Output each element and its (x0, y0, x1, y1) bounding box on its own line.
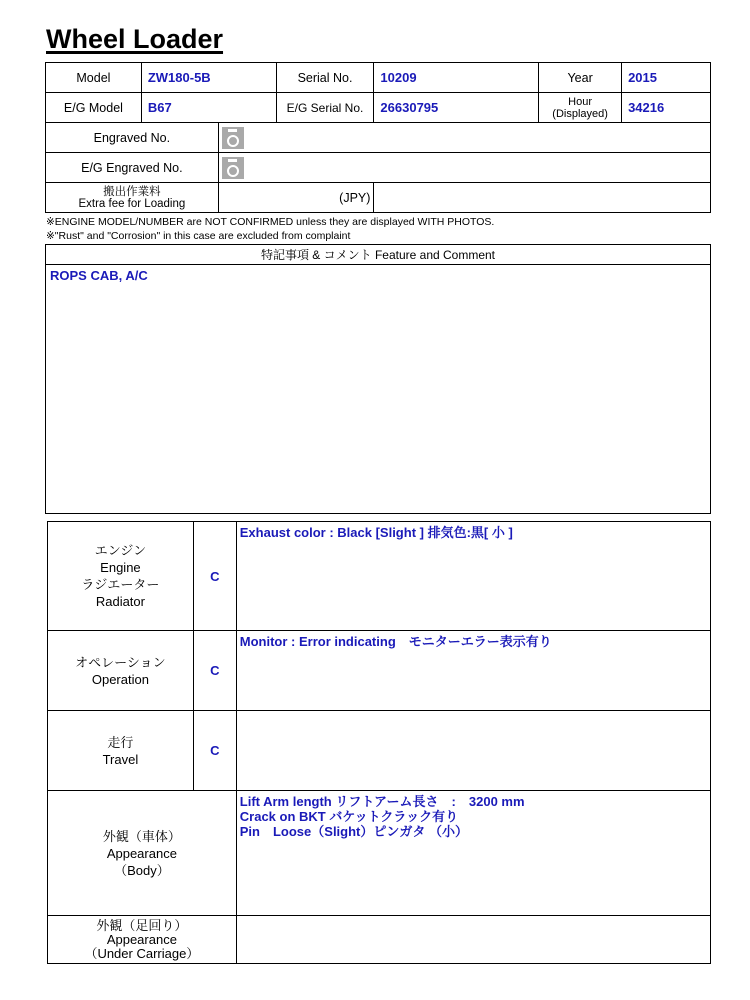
comment-line: Lift Arm length リフトアーム長さ : 3200 mm (239, 794, 525, 809)
note-engine: ※ENGINE MODEL/NUMBER are NOT CONFIRMED unless they are displayed WITH PHOTOS. (46, 216, 495, 228)
comment-travel (236, 711, 710, 791)
category-appearance-body (48, 791, 237, 916)
hour-label-line1: Hour (568, 95, 593, 108)
inspection-row-travel (48, 711, 711, 791)
category-engine (48, 522, 194, 631)
hour-value: 34216 (622, 93, 711, 123)
category-en: Engine (100, 560, 141, 575)
loading-fee-label (46, 183, 219, 213)
feature-text: ROPS CAB, A/C (46, 265, 711, 514)
engraved-value (218, 123, 710, 153)
inspection-table (47, 521, 711, 964)
inspection-row-engine (48, 522, 711, 631)
category-en: Appearance (106, 931, 177, 947)
model-value: ZW180-5B (141, 63, 276, 93)
eg-serial-label: E/G Serial No. (276, 93, 374, 123)
serial-value: 10209 (374, 63, 539, 93)
category-en: Operation (91, 671, 149, 687)
loading-fee-value (374, 183, 711, 213)
category-appearance-undercarriage (48, 916, 237, 964)
camera-icon[interactable] (222, 127, 244, 149)
category-en-2: （Body） (114, 862, 170, 878)
model-label: Model (46, 63, 142, 93)
category-en-2: （Under Carriage） (84, 945, 200, 961)
grade-engine: C (193, 522, 236, 631)
comment-operation (236, 631, 710, 711)
serial-label: Serial No. (276, 63, 374, 93)
category-jp: オペレーション (75, 654, 166, 670)
page-title: Wheel Loader (46, 24, 224, 54)
spec-table (45, 62, 711, 213)
loading-fee-label-en: Extra fee for Loading (78, 197, 186, 210)
comment-appearance-body (236, 791, 710, 916)
engraved-label: Engraved No. (46, 123, 219, 153)
feature-table (45, 244, 711, 514)
comment-line: Monitor : Error indicating モニターエラー表示有り (239, 634, 552, 649)
hour-label (539, 93, 622, 123)
year-value: 2015 (622, 63, 711, 93)
category-jp: 外観（足回り） (96, 917, 188, 933)
feature-title: 特記事項 & コメント Feature and Comment (46, 245, 711, 265)
comment-engine (236, 522, 710, 631)
category-travel (48, 711, 194, 791)
inspection-row-appearance-body (48, 791, 711, 916)
eg-serial-value: 26630795 (374, 93, 539, 123)
grade-operation: C (193, 631, 236, 711)
eg-model-value: B67 (141, 93, 276, 123)
category-jp: 外観（車体） (102, 828, 181, 844)
category-jp-2: ラジエーター (81, 577, 160, 592)
comment-line: Crack on BKT バケットクラック有り (239, 809, 459, 824)
eg-engraved-label: E/G Engraved No. (46, 153, 219, 183)
category-en: Appearance (106, 845, 177, 861)
grade-travel: C (193, 711, 236, 791)
category-en: Travel (102, 751, 139, 767)
year-label: Year (539, 63, 622, 93)
eg-model-label: E/G Model (46, 93, 142, 123)
comment-appearance-undercarriage (236, 916, 710, 964)
inspection-row-operation (48, 631, 711, 711)
inspection-row-appearance-undercarriage (48, 916, 711, 964)
comment-line: Exhaust color : Black [Slight ] 排気色:黒[ 小 ] (239, 525, 513, 540)
note-rust: ※"Rust" and "Corrosion" in this case are excluded from complaint (46, 230, 351, 242)
loading-fee-label-jp: 搬出作業料 (103, 185, 161, 198)
eg-engraved-value (218, 153, 710, 183)
comment-line: Pin Loose（Slight）ピンガタ （小） (239, 824, 468, 839)
category-operation (48, 631, 194, 711)
hour-label-line2: (Displayed) (552, 107, 608, 120)
category-jp: 走行 (107, 734, 134, 750)
category-jp: エンジン (94, 543, 147, 558)
camera-icon[interactable] (222, 157, 244, 179)
category-en-2: Radiator (95, 594, 145, 609)
loading-fee-currency: (JPY) (218, 183, 374, 213)
